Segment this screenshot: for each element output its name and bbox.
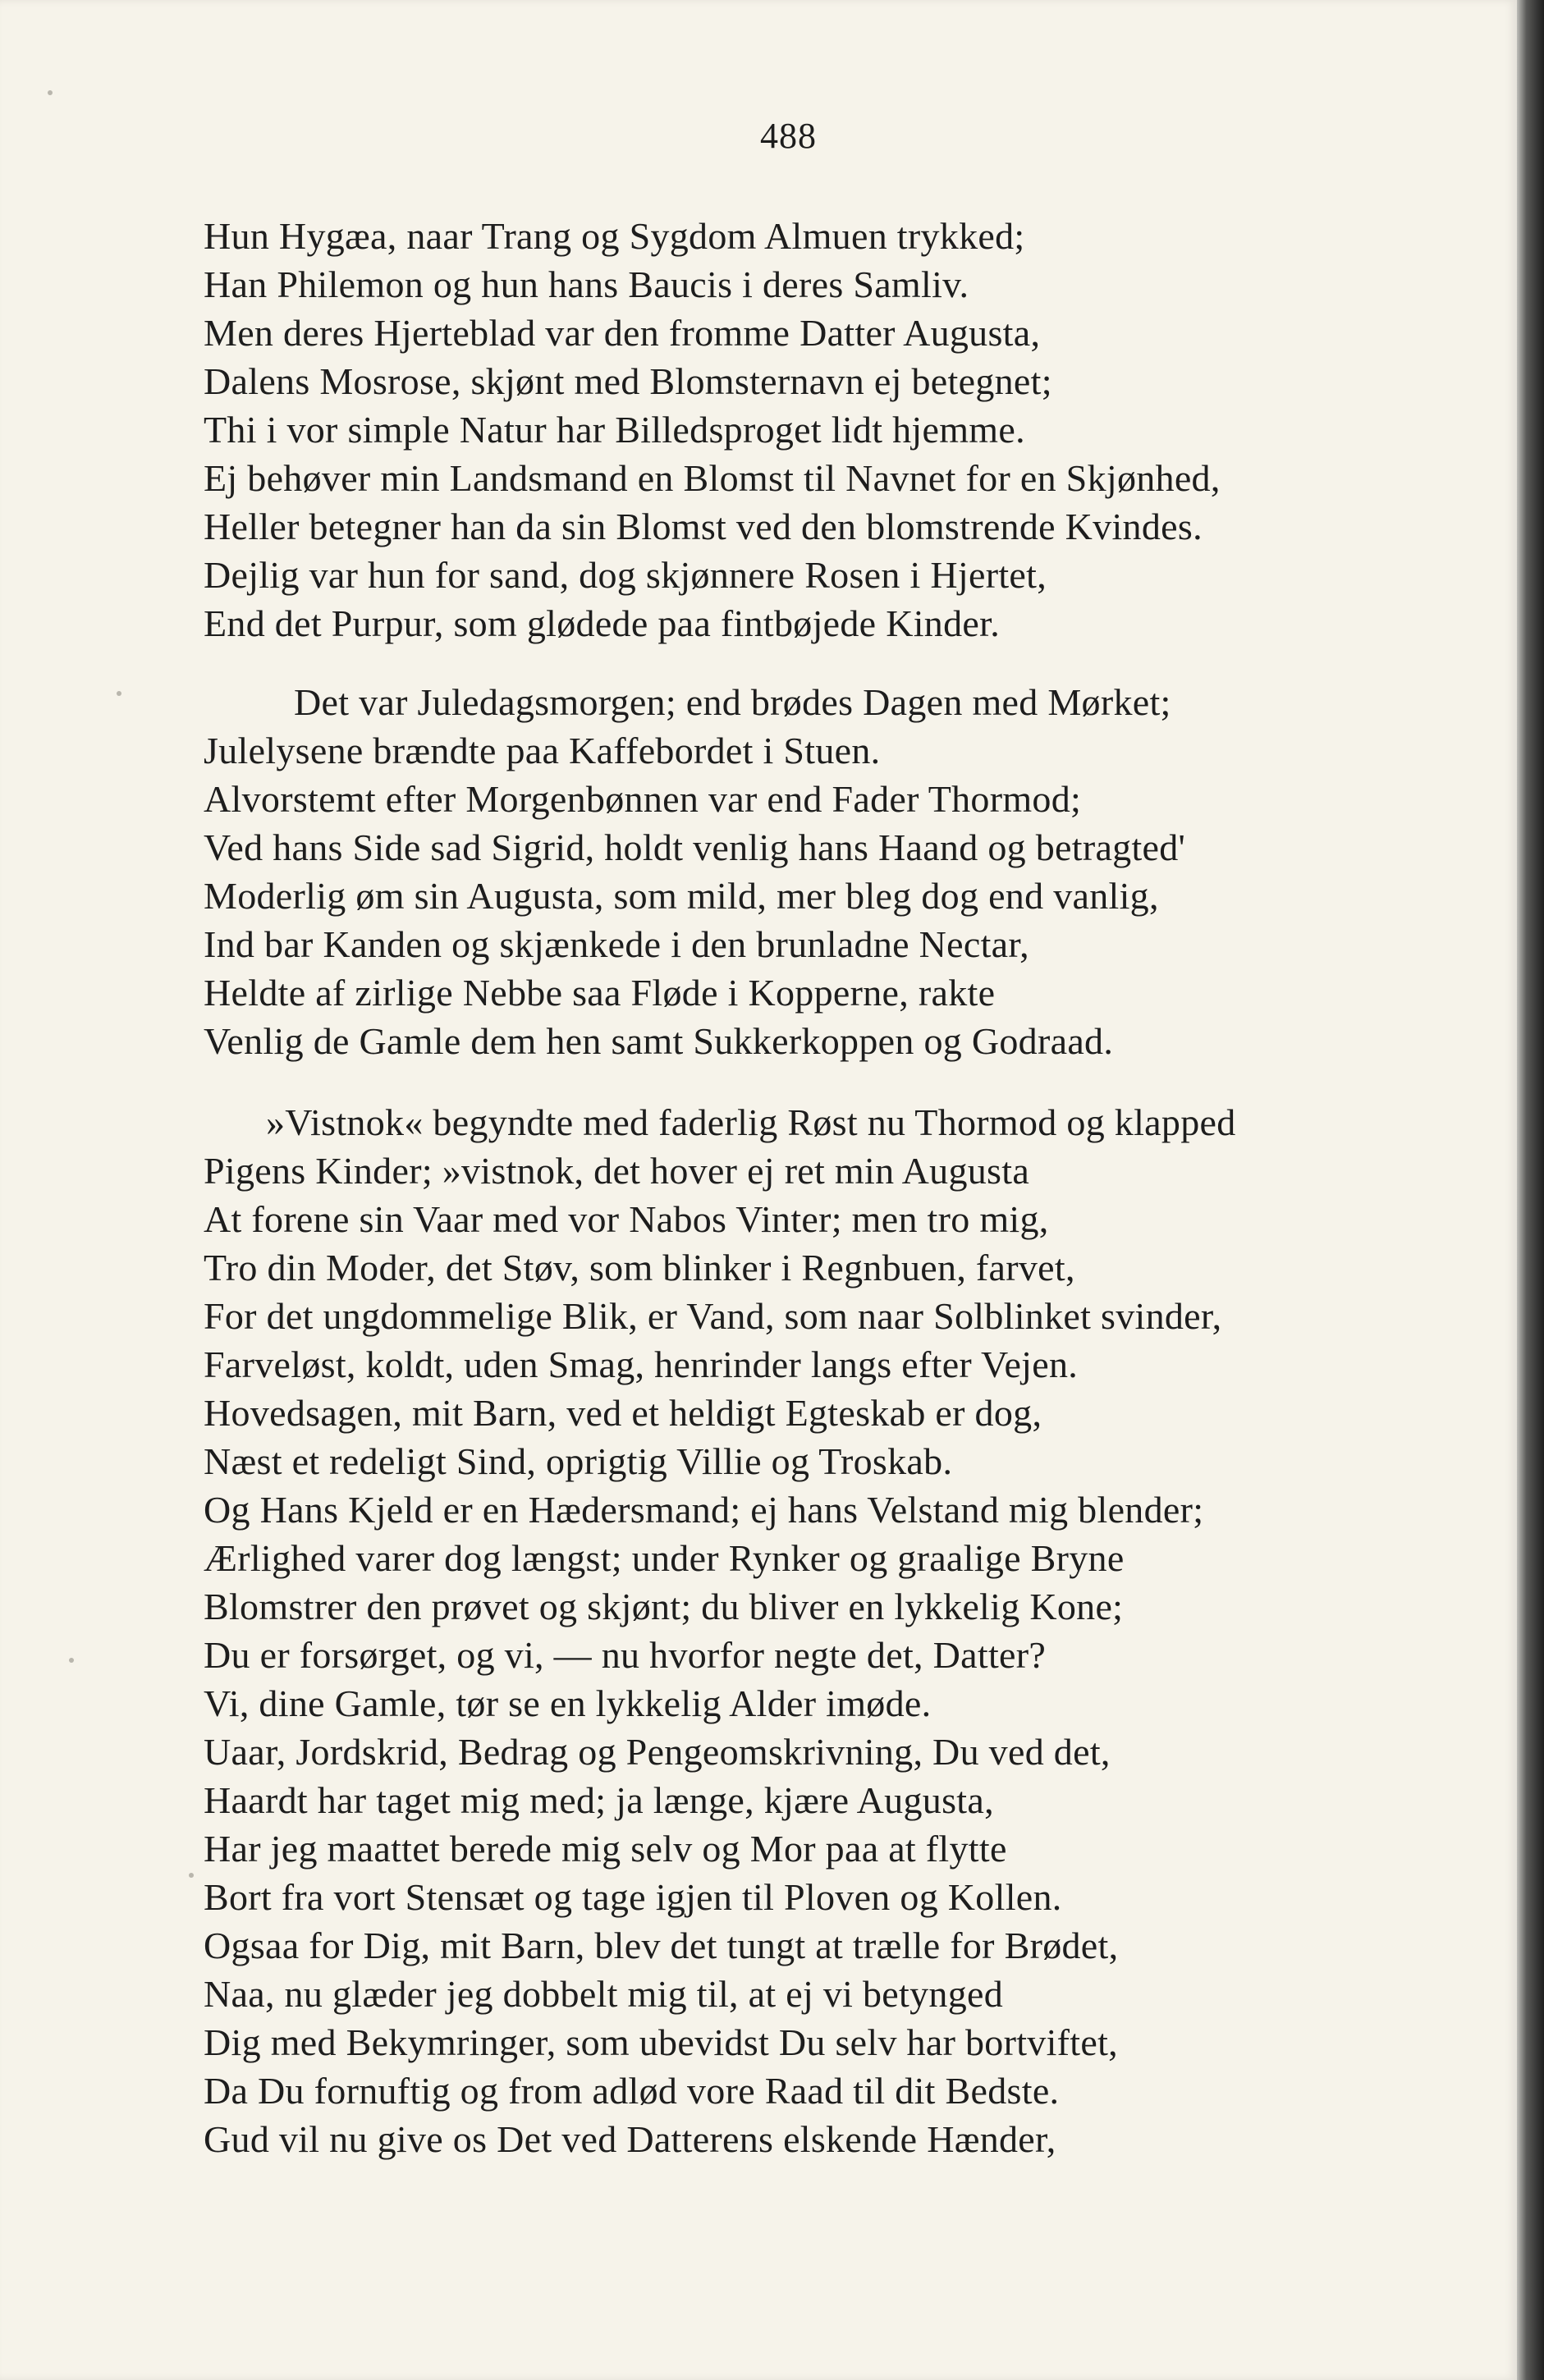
verse-line: Uaar, Jordskrid, Bedrag og Pengeomskrivning, Du ved det, [204,1731,1111,1773]
verse-line: Ved hans Side sad Sigrid, holdt venlig hans Haand og betragted' [204,826,1186,868]
paper-speck [48,90,53,95]
verse-line: Bort fra vort Stensæt og tage igjen til Ploven og Kollen. [204,1876,1062,1918]
verse-line: Ogsaa for Dig, mit Barn, blev det tungt at trælle for Brødet, [204,1925,1119,1966]
verse-line: End det Purpur, som glødede paa fintbøjede Kinder. [204,602,1000,644]
verse-line: Dig med Bekymringer, som ubevidst Du selv har bortviftet, [204,2021,1118,2063]
paper-speck [117,691,121,696]
verse-line: Næst et redeligt Sind, oprigtig Villie og Troskab. [204,1440,953,1482]
verse-line: Det var Juledagsmorgen; end brødes Dagen med Mørket; [294,681,1171,723]
verse-line: Tro din Moder, det Støv, som blinker i Regnbuen, farvet, [204,1247,1075,1288]
stanza-1 [204,212,1402,648]
stanza-3 [204,1098,1402,2163]
page-number: 488 [760,116,817,156]
verse-line: Ej behøver min Landsmand en Blomst til Navnet for en Skjønhed, [204,457,1221,499]
verse-line: Har jeg maattet berede mig selv og Mor paa at flytte [204,1828,1007,1870]
verse-line: Da Du fornuftig og from adlød vore Raad til dit Bedste. [204,2070,1060,2112]
verse-line: Hovedsagen, mit Barn, ved et heldigt Egteskab er dog, [204,1392,1042,1434]
stanza-2 [204,678,1402,1065]
verse-line: Alvorstemt efter Morgenbønnen var end Fader Thormod; [204,778,1082,820]
verse-line: For det ungdommelige Blik, er Vand, som naar Solblinket svinder, [204,1295,1222,1337]
verse-line: Haardt har taget mig med; ja længe, kjære Augusta, [204,1779,994,1821]
verse-line: Naa, nu glæder jeg dobbelt mig til, at ej vi betynged [204,1973,1004,2015]
paper-speck [69,1658,74,1663]
verse-line: Heldte af zirlige Nebbe saa Fløde i Kopperne, rakte [204,972,996,1014]
verse-line: Thi i vor simple Natur har Billedsproget lidt hjemme. [204,409,1025,451]
verse-line: At forene sin Vaar med vor Nabos Vinter; men tro mig, [204,1198,1049,1240]
verse-line: Han Philemon og hun hans Baucis i deres Samliv. [204,263,969,305]
verse-line: Moderlig øm sin Augusta, som mild, mer bleg dog end vanlig, [204,875,1159,917]
verse-line: Hun Hygæa, naar Trang og Sygdom Almuen trykked; [204,215,1025,257]
verse-line: Ind bar Kanden og skjænkede i den brunladne Nectar, [204,923,1029,965]
verse-line: Pigens Kinder; »vistnok, det hover ej ret min Augusta [204,1150,1030,1192]
verse-line: »Vistnok« begyndte med faderlig Røst nu Thormod og klapped [266,1101,1236,1143]
verse-line: Farveløst, koldt, uden Smag, henrinder langs efter Vejen. [204,1343,1079,1385]
verse-line: Og Hans Kjeld er en Hædersmand; ej hans Velstand mig blender; [204,1489,1204,1531]
verse-line: Venlig de Gamle dem hen samt Sukkerkoppen og Godraad. [204,1020,1114,1062]
verse-line: Men deres Hjerteblad var den fromme Datter Augusta, [204,312,1041,354]
scan-edge [1517,0,1544,2380]
verse-line: Heller betegner han da sin Blomst ved den blomstrende Kvindes. [204,506,1203,547]
verse-line: Du er forsørget, og vi, — nu hvorfor negte det, Datter? [204,1634,1047,1676]
verse-line: Dalens Mosrose, skjønt med Blomsternavn ej betegnet; [204,360,1052,402]
verse-line: Gud vil nu give os Det ved Datterens elskende Hænder, [204,2118,1056,2160]
verse-line: Blomstrer den prøvet og skjønt; du bliver en lykkelig Kone; [204,1586,1124,1627]
verse-line: Julelysene brændte paa Kaffebordet i Stuen. [204,730,881,771]
paper-speck [189,1873,194,1878]
verse-line: Ærlighed varer dog længst; under Rynker og graalige Bryne [204,1537,1125,1579]
verse-line: Dejlig var hun for sand, dog skjønnere Rosen i Hjertet, [204,554,1047,596]
verse-line: Vi, dine Gamle, tør se en lykkelig Alder imøde. [204,1682,932,1724]
